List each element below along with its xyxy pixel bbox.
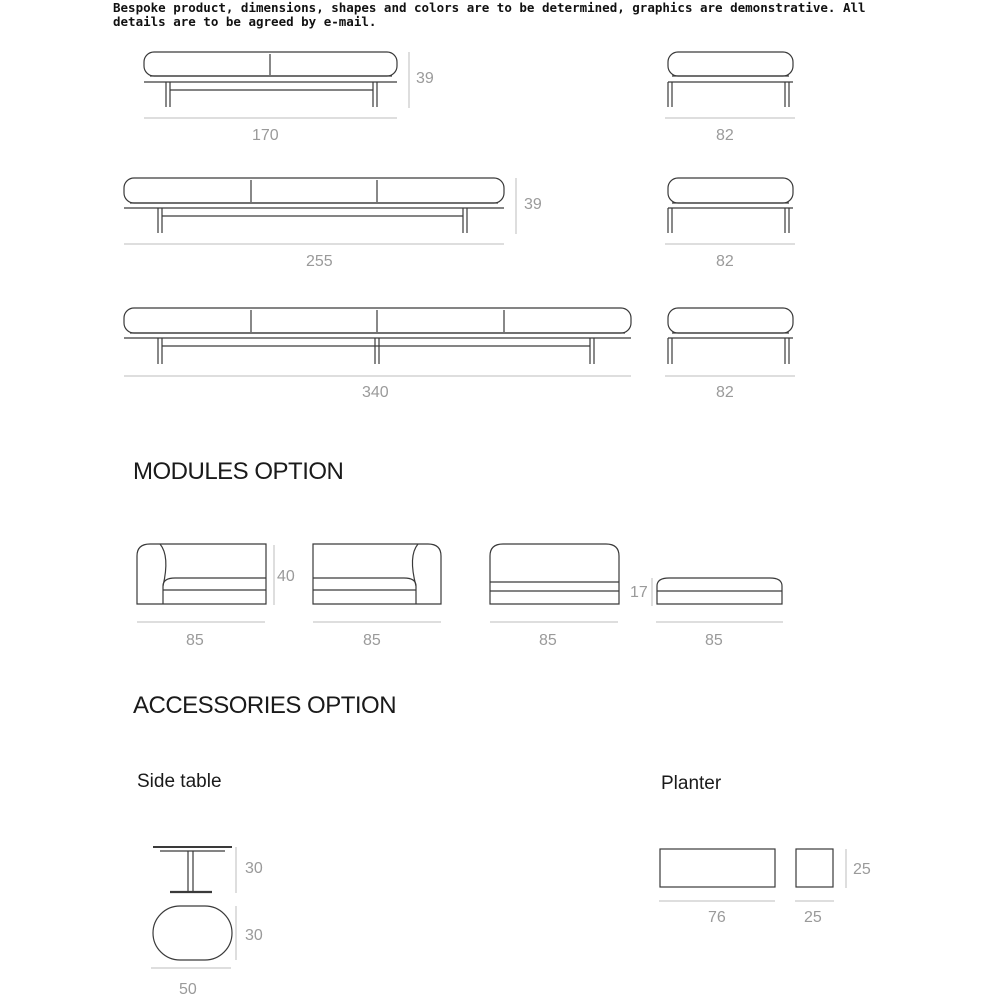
side-table-depth-label: 30 (245, 927, 263, 944)
bench-2-height-label: 39 (416, 70, 434, 87)
module-back-height-label: 40 (277, 568, 295, 585)
module-back (490, 544, 652, 622)
bench-2-depth-label: 82 (716, 127, 734, 144)
planter-square-width-label: 25 (804, 909, 822, 926)
bench-2-seat-side (665, 52, 795, 118)
bench-4-depth-label: 82 (716, 384, 734, 401)
accessories-option-heading: ACCESSORIES OPTION (133, 692, 397, 719)
module-back-width-label: 85 (539, 632, 557, 649)
bench-2-width-label: 170 (252, 127, 279, 144)
bench-4-seat-front (124, 308, 631, 376)
module-left-corner-width-label: 85 (186, 632, 204, 649)
modules-option-heading: MODULES OPTION (133, 458, 344, 485)
planter-front (659, 849, 775, 901)
bench-3-depth-label: 82 (716, 253, 734, 270)
side-table-plan (151, 906, 236, 968)
bench-4-width-label: 340 (362, 384, 389, 401)
bench-2-seat-front (144, 52, 409, 118)
bench-3-height-label: 39 (524, 196, 542, 213)
side-table-height-label: 30 (245, 860, 263, 877)
module-seat-width-label: 85 (705, 632, 723, 649)
side-table-heading: Side table (137, 771, 222, 792)
planter-heading: Planter (661, 773, 722, 794)
module-seat (656, 578, 783, 622)
planter-side (795, 849, 846, 901)
bench-3-width-label: 255 (306, 253, 333, 270)
module-left-corner (137, 544, 274, 622)
module-seat-height-label: 17 (630, 584, 648, 601)
bench-3-seat-front (124, 178, 516, 244)
module-right-corner (313, 544, 441, 622)
module-right-corner-width-label: 85 (363, 632, 381, 649)
disclaimer-text: Bespoke product, dimensions, shapes and colors are to be determined, graphics are demonstrative. All details are to be agreed by e-mail. (113, 0, 866, 29)
bench-3-seat-side (665, 178, 795, 244)
bench-4-seat-side (665, 308, 795, 376)
planter-height-label: 25 (853, 861, 871, 878)
side-table-width-label: 50 (179, 981, 197, 998)
side-table-elevation (153, 847, 236, 893)
planter-long-width-label: 76 (708, 909, 726, 926)
